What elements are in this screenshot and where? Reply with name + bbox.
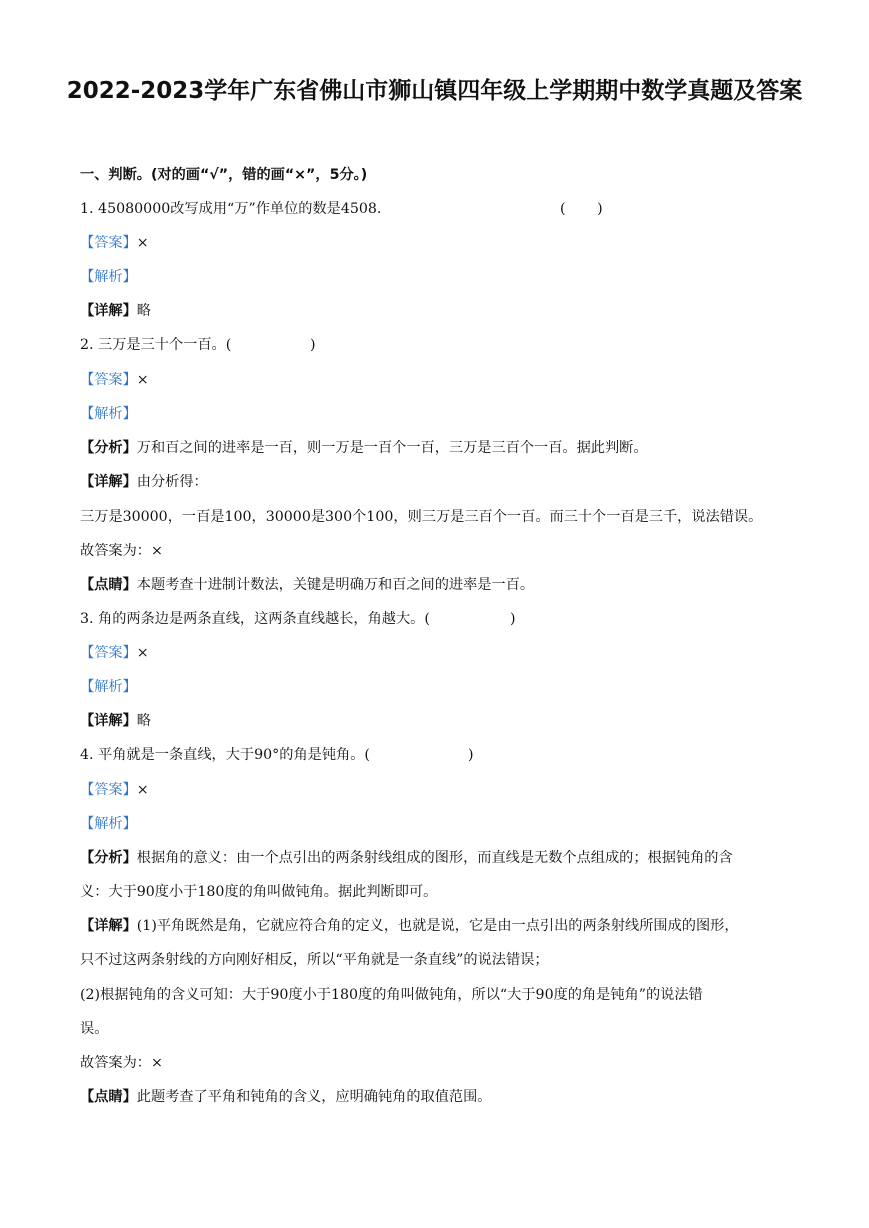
detail-label: 【详解】: [80, 474, 137, 490]
q1-answer: [80, 233, 800, 253]
answer-label: 【答案】: [80, 372, 137, 388]
question-1: [80, 199, 800, 219]
q4-answer: [80, 780, 800, 800]
fenxi-text: 根据角的意义：由一个点引出的两条射线组成的图形，而直线是无数个点组成的；根据钝角的含: [136, 850, 733, 866]
section-heading: 一、判断。(对的画“√”，错的画“×”，5分。): [80, 167, 368, 183]
q4-conclusion: 故答案为：×: [80, 1055, 163, 1071]
question-4: [80, 745, 800, 765]
answer-value: ×: [136, 782, 149, 798]
q3-answer: [80, 643, 800, 663]
q4-detail-cont-1: 只不过这两条射线的方向刚好相反，所以“平角就是一条直线”的说法错误；: [80, 952, 549, 968]
comment-text: 本题考查十进制计数法，关键是明确万和百之间的进率是一百。: [136, 577, 535, 593]
answer-value: ×: [136, 372, 149, 388]
fenxi-label: 【分析】: [80, 440, 137, 456]
q2-answer: [80, 370, 800, 390]
answer-label: 【答案】: [80, 782, 137, 798]
q4-fenxi: [80, 848, 800, 868]
q1-detail: [80, 301, 800, 321]
detail-text: 由分析得：: [136, 474, 208, 490]
q1-analysis-label: 【解析】: [80, 269, 137, 285]
answer-value: ×: [136, 235, 149, 251]
question-3-paren-close: ): [510, 611, 516, 627]
q4-comment: [80, 1087, 800, 1107]
fenxi-label: 【分析】: [80, 850, 137, 866]
question-1-paren: ( ): [560, 201, 603, 217]
q2-detail: [80, 472, 800, 492]
q2-analysis-label: 【解析】: [80, 406, 137, 422]
question-4-text: 4. 平角就是一条直线，大于90°的角是钝角。(: [80, 747, 370, 763]
q3-analysis-label: 【解析】: [80, 679, 137, 695]
detail-label: 【详解】: [80, 918, 137, 934]
detail-text: 略: [136, 713, 151, 729]
question-1-text: 1. 45080000改写成用“万”作单位的数是4508.: [80, 201, 382, 217]
q3-detail: [80, 711, 800, 731]
document-title: 2022-2023学年广东省佛山市狮山镇四年级上学期期中数学真题及答案: [66, 78, 803, 104]
question-2-text: 2. 三万是三十个一百。(: [80, 337, 232, 353]
detail-text: 略: [136, 303, 151, 319]
question-2-paren-close: ): [310, 337, 316, 353]
q2-conclusion: 故答案为：×: [80, 543, 163, 559]
question-3: [80, 609, 800, 629]
answer-value: ×: [136, 645, 149, 661]
comment-label: 【点睛】: [80, 577, 137, 593]
answer-label: 【答案】: [80, 235, 137, 251]
q2-detail-line: 三万是30000，一百是100，30000是300个100，则三万是三百个一百。而三十个一百是三千，说法错误。: [80, 509, 763, 525]
detail-label: 【详解】: [80, 713, 137, 729]
question-2: [80, 335, 800, 355]
q4-detail-cont-3: 误。: [80, 1021, 109, 1037]
comment-label: 【点睛】: [80, 1089, 137, 1105]
q4-detail-cont-2: (2)根据钝角的含义可知：大于90度小于180度的角叫做钝角，所以“大于90度的角是钝角”的说法错: [80, 987, 703, 1003]
q2-fenxi: [80, 438, 800, 458]
q4-fenxi-cont: 义：大于90度小于180度的角叫做钝角。据此判断即可。: [80, 884, 438, 900]
comment-text: 此题考查了平角和钝角的含义，应明确钝角的取值范围。: [136, 1089, 492, 1105]
detail-label: 【详解】: [80, 303, 137, 319]
answer-label: 【答案】: [80, 645, 137, 661]
detail-text: (1)平角既然是角，它就应符合角的定义，也就是说，它是由一点引出的两条射线所围成的图形，: [136, 918, 739, 934]
question-3-text: 3. 角的两条边是两条直线，这两条直线越长，角越大。(: [80, 611, 430, 627]
q4-analysis-label: 【解析】: [80, 816, 137, 832]
q4-detail: [80, 916, 800, 936]
q2-comment: [80, 575, 800, 595]
fenxi-text: 万和百之间的进率是一百，则一万是一百个一百，三万是三百个一百。据此判断。: [136, 440, 648, 456]
question-4-paren-close: ): [468, 747, 474, 763]
